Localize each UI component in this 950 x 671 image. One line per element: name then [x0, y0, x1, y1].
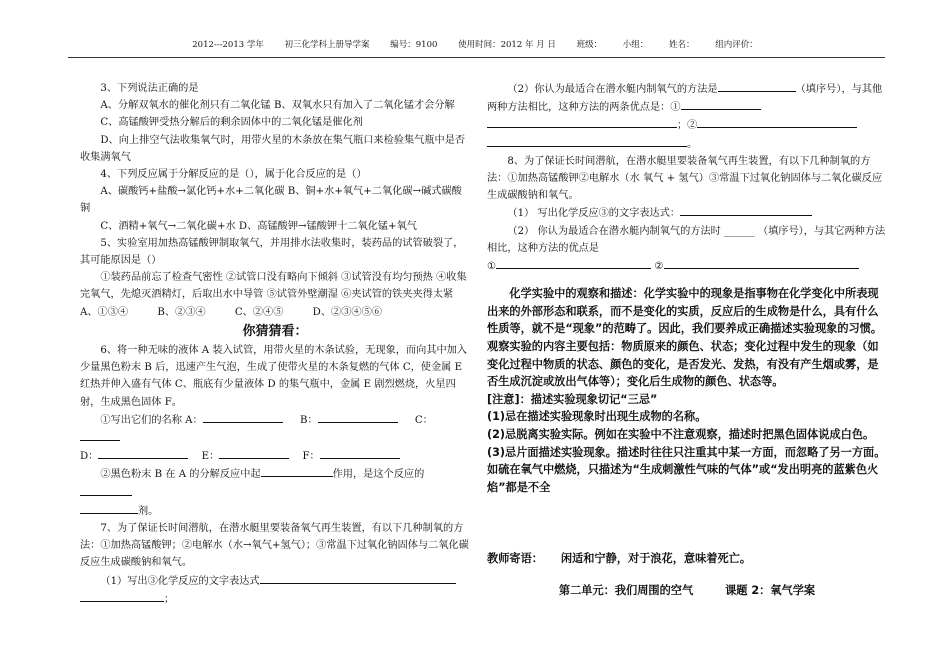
question-3-option-ab: A、分解双氧水的催化剂只有二氧化锰 B、双氧水只有加入了二氧化锰才会分解: [100, 100, 455, 112]
observation-content: 观察实验的内容主要包括：物质原来的颜色、状态；变化过程中发生的现象（如变化过程中物质的状态、颜色的变化，是否发光、发热，有没有产生烟或雾，是否生成沉淀或放出气体等）；变化后生成物的颜色、状态等。: [487, 340, 879, 389]
blank-d[interactable]: [98, 447, 188, 459]
blank-agent[interactable]: [80, 484, 132, 496]
note-1: (1)忌在描述实验现象时出现生成物的名称。: [487, 410, 707, 424]
question-7-part-2-cont: ；②: [487, 116, 887, 134]
blank-method[interactable]: [718, 80, 796, 92]
question-6-part-1-cont: D： E： F：: [80, 447, 470, 465]
question-7: 7、为了保证长时间潜航，在潜水艇里要装备氧气再生装置，有以下几种制氧的方法：①加热高锰酸钾；②电解水（水→氧气+氢气）；③常温下过氧化钠固体与二氧化碳反应生成碳酸钠和氧气。: [80, 523, 469, 569]
question-7-part-1-cont: ；: [80, 590, 470, 608]
question-6: 6、将一种无味的液体 A 装入试管，用带火星的木条试验，无现象，而向其中加入少量黑色粉末 B 后，迅速产生气泡，生成了使带火星的木条复燃的气体 C，使金属 E 红热并伸入盛有气体 C、瓶底有少量液体 D 的集气瓶中，金属 E 剧烈燃烧，火星四射，生成黑色固体 F。: [80, 345, 468, 408]
question-7-part-1: （1）写出③化学反应的文字表达式: [80, 572, 470, 590]
question-3-option-c: C、高锰酸钾受热分解后的剩余固体中的二氧化锰是催化剂: [100, 117, 363, 129]
question-8-advantages: ① ②: [487, 257, 887, 275]
question-6-part-1: ①写出它们的名称 A： B： C：: [80, 411, 470, 447]
option-a: A、①③④: [80, 306, 129, 318]
blank-advantage-2[interactable]: [697, 116, 857, 128]
header-class: 班级：: [576, 40, 603, 50]
header-eval: 组内评价：: [715, 40, 758, 50]
header-year: 2012---2013 学年: [192, 40, 264, 50]
note-heading: [注意]：描述实验现象切记“三忌”: [487, 392, 658, 406]
blank-b[interactable]: [318, 411, 398, 423]
blank-advantage-1-cont[interactable]: [487, 116, 677, 128]
note-3: (3)忌片面描述实验现象。描述时往往只注重其中某一方面，而忽略了另一方面。如硫在氧气中燃烧，只描述为“生成刺激性气味的气体”或“发出明亮的蓝紫色火焰”都是不全: [487, 445, 886, 494]
right-column: [487, 80, 887, 600]
teacher-message: 教师寄语： 闲适和宁静，对于浪花，意味着死亡。: [487, 552, 752, 566]
question-5-items: ①装药品前忘了检查气密性 ②试管口没有略向下倾斜 ③试管没有均匀预热 ④收集完氧气，先熄灭酒精灯，后取出水中导管 ⑤试管外壁潮湿 ⑥夹试管的铁夹夹得太紧: [80, 272, 467, 301]
left-column: [80, 80, 470, 608]
guess-heading: 你猜猜看：: [242, 323, 308, 339]
blank-advantage-1[interactable]: [681, 98, 761, 110]
question-8-part-2: （2） 你认为最适合在潜水艇内制氧气的方法时 ______ （填序号），与其它两种方法相比，这种方法的优点是: [487, 225, 886, 254]
option-b: B、②③④: [157, 306, 206, 318]
header-date: 使用时间：2012 年 月 日: [458, 40, 556, 50]
question-7-part-2: （2）你认为最适合在潜水艇内制氧气的方法是 （填序号），与其他两种方法相比，这种方法的两条优点是：①: [487, 80, 887, 116]
question-6-part-2: ②黑色粉末 B 在 A 的分解反应中起 作用，是这个反应的: [80, 465, 470, 501]
blank-equation[interactable]: [260, 572, 456, 584]
header-divider: [68, 57, 885, 58]
unit-title: 第二单元：我们周围的空气 课题 2：氧气学案: [558, 583, 816, 597]
question-3-option-d: D、向上排空气法收集氧气时，用带火星的木条放在集气瓶口来检验集气瓶中是否收集满氧气: [80, 134, 466, 163]
blank-q8-equation[interactable]: [680, 204, 812, 216]
option-d: D、②③④⑤⑥: [312, 306, 382, 318]
page-header: [0, 38, 950, 50]
question-3: 3、下列说法正确的是: [100, 83, 199, 94]
question-8-part-1: （1） 写出化学反应③的文字表达式：: [487, 204, 887, 222]
blank-a[interactable]: [203, 411, 283, 423]
blank-advantage-2-cont[interactable]: [487, 135, 687, 147]
question-7-part-2-end: 。: [487, 135, 887, 153]
blank-q8-adv-2[interactable]: [664, 257, 859, 269]
header-number: 编号：9100: [390, 40, 438, 50]
note-2: (2)忌脱离实验实际。例如在实验中不注意观察，描述时把黑色固体说成白色。: [487, 427, 875, 441]
question-6-part-2-cont: 剂。: [80, 502, 470, 520]
observation-intro: 化学实验中的观察和描述：化学实验中的现象是指事物在化学变化中所表现出来的外部形态和联系，而不是变化的实质，反应后的生成物是什么，具有什么性质等，就不是“现象”的范畴了。因此，我们要养成正确描述实验现象的习惯。: [487, 287, 883, 336]
header-group: 小组：: [622, 40, 649, 50]
question-4-option-cd: C、酒精+氧气→二氧化碳+水 D、高锰酸钾→锰酸钾十二氧化锰+氧气: [100, 220, 417, 232]
question-4-option-ab: A、碳酸钙+盐酸→氯化钙+水+二氧化碳 B、铜+水+氧气+二氧化碳→碱式碳酸铜: [80, 186, 462, 215]
question-5: 5、实验室用加热高锰酸钾制取氧气，并用排水法收集时，装药品的试管破裂了，其可能原因是（）: [80, 237, 464, 267]
question-8: 8、为了保证长时间潜航，在潜水艇里要装备氧气再生装置，有以下几种制氧的方法：①加热高锰酸钾②电解水（水 氧气 + 氢气）③常温下过氧化钠固体与二氧化碳反应生成碳酸钠和氧气。: [487, 155, 883, 202]
blank-f[interactable]: [320, 447, 400, 459]
blank-e[interactable]: [219, 447, 289, 459]
header-title: 初三化学科上册导学案: [284, 40, 370, 50]
blank-equation-cont[interactable]: [80, 590, 164, 602]
header-name: 姓名：: [669, 40, 695, 50]
blank-role[interactable]: [261, 465, 333, 477]
blank-q8-adv-1[interactable]: [496, 257, 651, 269]
option-c: C、②④⑤: [234, 306, 284, 318]
question-4: 4、下列反应属于分解反应的是（），属于化合反应的是（）: [100, 169, 367, 181]
blank-c[interactable]: [80, 429, 120, 441]
question-5-options: [80, 304, 470, 321]
blank-agent-cont[interactable]: [80, 502, 138, 514]
